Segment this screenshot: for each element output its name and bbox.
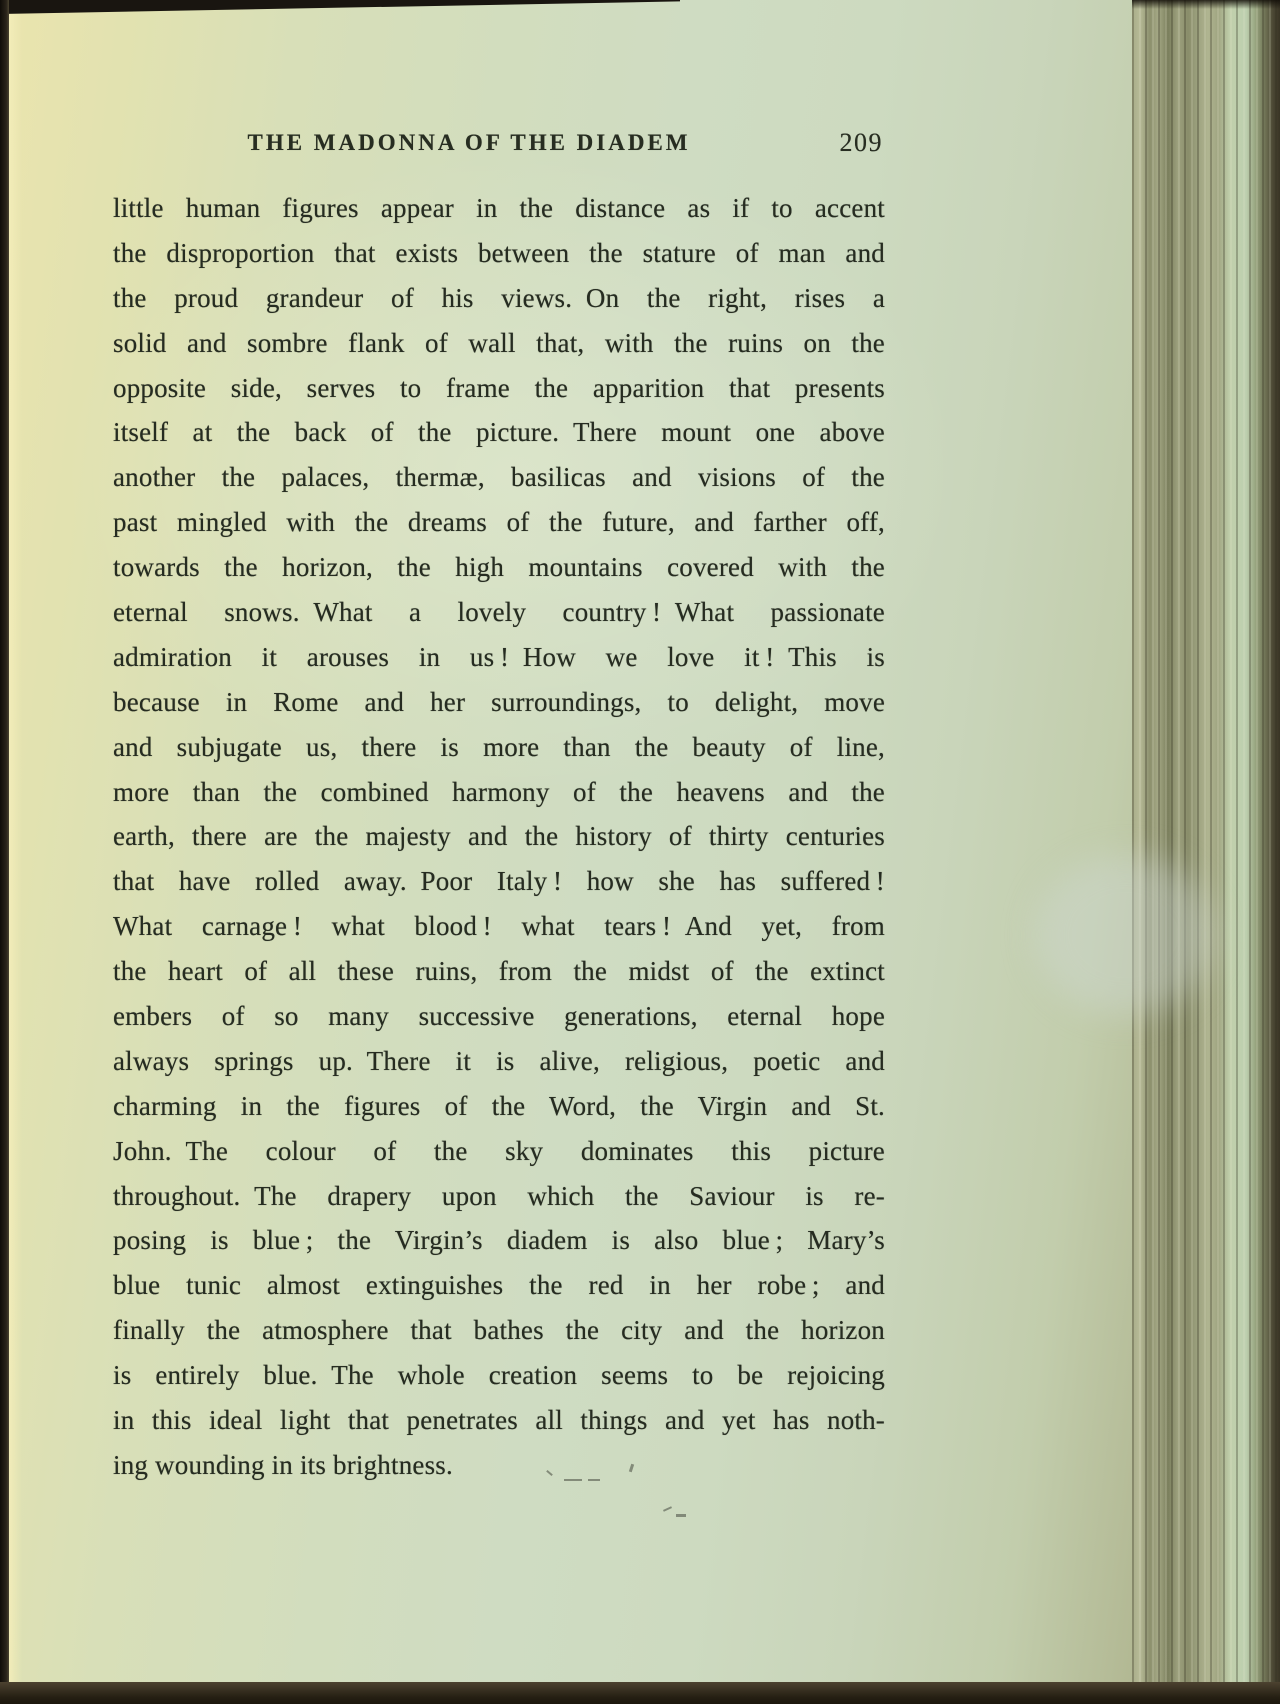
text-line: eternal snows. What a lovely country ! What passionate [113,597,885,628]
pencil-mark [663,1506,672,1512]
page-left-edge-highlight [8,0,22,1690]
text-line: and subjugate us, there is more than the beauty of line, [113,731,885,762]
text-line: itself at the back of the picture. There mount one above [113,417,885,448]
text-line: John. The colour of the sky dominates this picture [113,1135,885,1166]
text-line: the heart of all these ruins, from the midst of the extinct [113,956,885,987]
text-line: towards the horizon, the high mountains covered with the [113,552,885,583]
text-line: admiration it arouses in us ! How we love it ! This is [113,641,885,672]
text-line: is entirely blue. The whole creation seems to be rejoicing [113,1360,885,1391]
text-line: that have rolled away. Poor Italy ! how she has suffered ! [113,866,885,897]
text-line: blue tunic almost extinguishes the red in her robe ; and [113,1270,885,1301]
text-line: solid and sombre flank of wall that, with the ruins on the [113,327,885,358]
photo-left-edge [0,0,9,1704]
text-line: because in Rome and her surroundings, to delight, move [113,686,885,717]
text-line: finally the atmosphere that bathes the city and the horizon [113,1315,885,1346]
text-line: opposite side, serves to frame the apparition that presents [113,372,885,403]
text-line: little human figures appear in the distance as if to accent [113,193,885,223]
running-head [113,130,885,164]
text-line: What carnage ! what blood ! what tears ! And yet, from [113,911,885,942]
smudge-mark [1035,855,1215,1015]
pencil-mark [588,1479,600,1481]
text-line: throughout. The drapery upon which the Saviour is re- [113,1180,885,1211]
text-line: more than the combined harmony of the heavens and the [113,776,885,807]
text-line: posing is blue ; the Virgin’s diadem is also blue ; Mary’s [113,1225,885,1256]
text-line: ing wounding in its brightness. [113,1449,453,1480]
text-line: embers of so many successive generations, eternal hope [113,1001,885,1032]
text-line: the proud grandeur of his views. On the right, rises a [113,282,885,313]
text-line: charming in the figures of the Word, the Virgin and St. [113,1090,885,1121]
page-number: 209 [839,128,883,157]
book-fore-edge [1132,0,1280,1704]
text-line: earth, there are the majesty and the history of thirty centuries [113,821,885,852]
text-line: another the palaces, thermæ, basilicas and visions of the [113,462,885,493]
pencil-mark [676,1514,686,1517]
page-title: THE MADONNA OF THE DIADEM [247,130,691,155]
fore-edge-top-shadow [1132,0,1280,9]
text-line: in this ideal light that penetrates all things and yet has noth- [113,1405,885,1436]
text-line: past mingled with the dreams of the future, and farther off, [113,507,885,538]
pencil-mark [564,1479,582,1481]
text-line: always springs up. There it is alive, religious, poetic and [113,1045,885,1076]
photo-bottom-edge [0,1682,1280,1704]
text-line: the disproportion that exists between the stature of man and [113,237,885,268]
body-text [113,186,885,1488]
book-page [8,0,1132,1690]
